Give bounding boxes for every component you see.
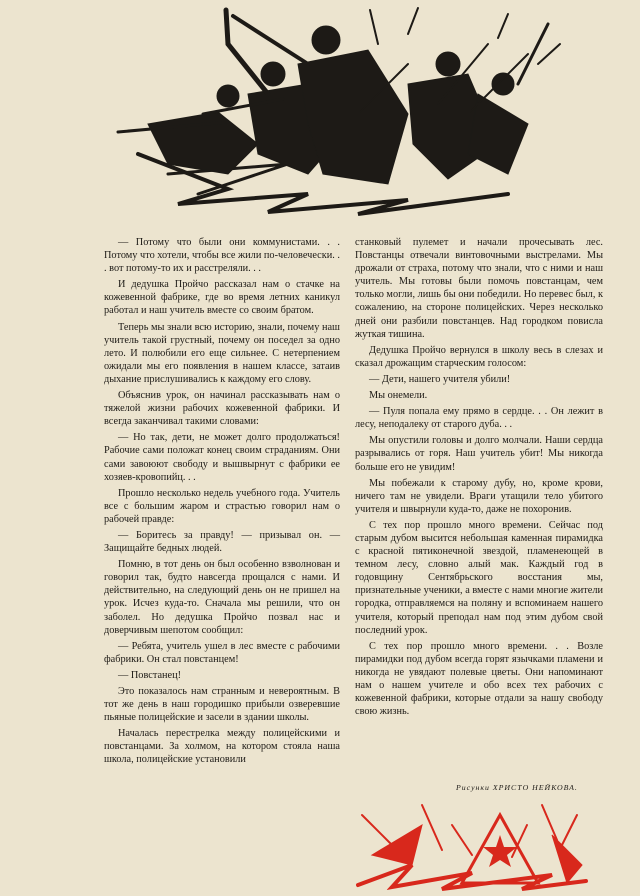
paragraph: Мы опустили головы и долго молчали. Наши сердца разрывались от горя. Наш учитель убит! Мы никогда больше его не увидим! [355, 435, 603, 473]
paragraph: — Но так, дети, не может долго продолжаться! Рабочие сами положат конец своим страданиям. Они сами завоюют свободу и вышвырнут с фабрики ее хозяев-кровопийц. . . [104, 432, 340, 483]
illustration-credit: Рисунки ХРИСТО НЕЙКОВА. [456, 783, 578, 792]
paragraph: Это показалось нам странным и невероятным. В тот же день в наш городишко прибыли озверевшие пьяные полицейские и засели в здании школы. [104, 686, 340, 724]
paragraph: Помню, в тот день он был особенно взволнован и говорил так, будто навсегда прощался с нами. И действительно, на следующий день он не пришел на урок. Исчез куда-то. Сначала мы решили, что он заболел. Но дедушка Пройчо позвал нас и доверчивым шепотом сообщил: [104, 559, 340, 636]
red-star-icon [483, 835, 517, 867]
paragraph: — Ребята, учитель ушел в лес вместе с рабочими фабрики. Он стал повстанцем! [104, 640, 340, 665]
star-pyramid-illustration [352, 795, 588, 891]
text-column-left [104, 236, 340, 770]
paragraph: — Дети, нашего учителя убили! [369, 373, 511, 385]
paragraph: станковый пулемет и начали прочесывать лес. Повстанцы отвечали винтовочными выстрелами. Мы дрожали от страха, потому что знали, что с ними и наш учитель. Мы готовы были помочь повстанцам, чем только могли, лишь бы они победили. Но перевес был, к сожалению, на стороне полицейских. Через несколько дней они разбили повстанцев. Над городком повисла жуткая тишина. [355, 237, 603, 340]
paragraph: Дедушка Пройчо вернулся в школу весь в слезах и сказал дрожащим старческим голосом: [355, 344, 603, 369]
paragraph: — Боритесь за правду! — призывал он. — Защищайте бедных людей. [104, 529, 340, 555]
paragraph: — Пуля попала ему прямо в сердце. . . Он лежит в лесу, неподалеку от старого дуба. . . [355, 406, 603, 431]
paragraph: С тех пор прошло много времени. . . Возле пирамидки под дубом всегда горят язычками пламени и никогда не увядают полевые цветы. Они напоминают нам о нашем учителе и обо всех тех рабочих с кожевенной фабрики, которые отдали за нашу свободу свою жизнь. [355, 640, 603, 718]
paragraph: — Потому что были они коммунистами. . . Потому что хотели, чтобы все жили по-человечески. . . вот потому-то их и расстреляли. . . [104, 237, 340, 275]
paragraph: Прошло несколько недель учебного года. Учитель все с большим жаром и страстью говорил нам о рабочей правде: [104, 487, 340, 525]
paragraph: Теперь мы знали всю историю, знали, почему наш учитель такой грустный, почему он поседел за одно лето. И полюбили его еще сильнее. С нетерпением ожидали мы его появления в нашем классе, затаив дыхание прислушивались к каждому его слову. [104, 321, 340, 385]
paragraph: Началась перестрелка между полицейскими и повстанцами. За холмом, на котором стояла наша школа, полицейские установили [104, 728, 340, 766]
paragraph: Объяснив урок, он начинал рассказывать нам о тяжелой жизни рабочих кожевенной фабрики. И всегда заканчивал такими словами: [104, 390, 340, 428]
paragraph: Мы онемели. [369, 390, 428, 402]
insurgents-illustration [108, 4, 564, 216]
paragraph: И дедушка Пройчо рассказал нам о стачке на кожевенной фабрике, где во время летних каникул работал и наш учитель вместе со своим братом. [104, 279, 340, 317]
paragraph: С тех пор прошло много времени. Сейчас под старым дубом высится небольшая каменная пирамидка с красной пятиконечной звездой, пламенеющей в темном лесу, словно алый мак. Каждый год в годовщину Сентябрьского восстания мы, признательные ученики, а вместе с нами многие жители городка, отправляемся на поляну и вспоминаем нашего учителя, который преподал нам под этим дубом свой последний урок. [355, 519, 603, 636]
paragraph: — Повстанец! [118, 669, 182, 681]
paragraph: Мы побежали к старому дубу, но, кроме крови, ничего там не увидели. Враги утащили тело убитого учителя и швырнули куда-то, даже не похоронив. [355, 477, 603, 515]
text-column-right [355, 236, 603, 721]
